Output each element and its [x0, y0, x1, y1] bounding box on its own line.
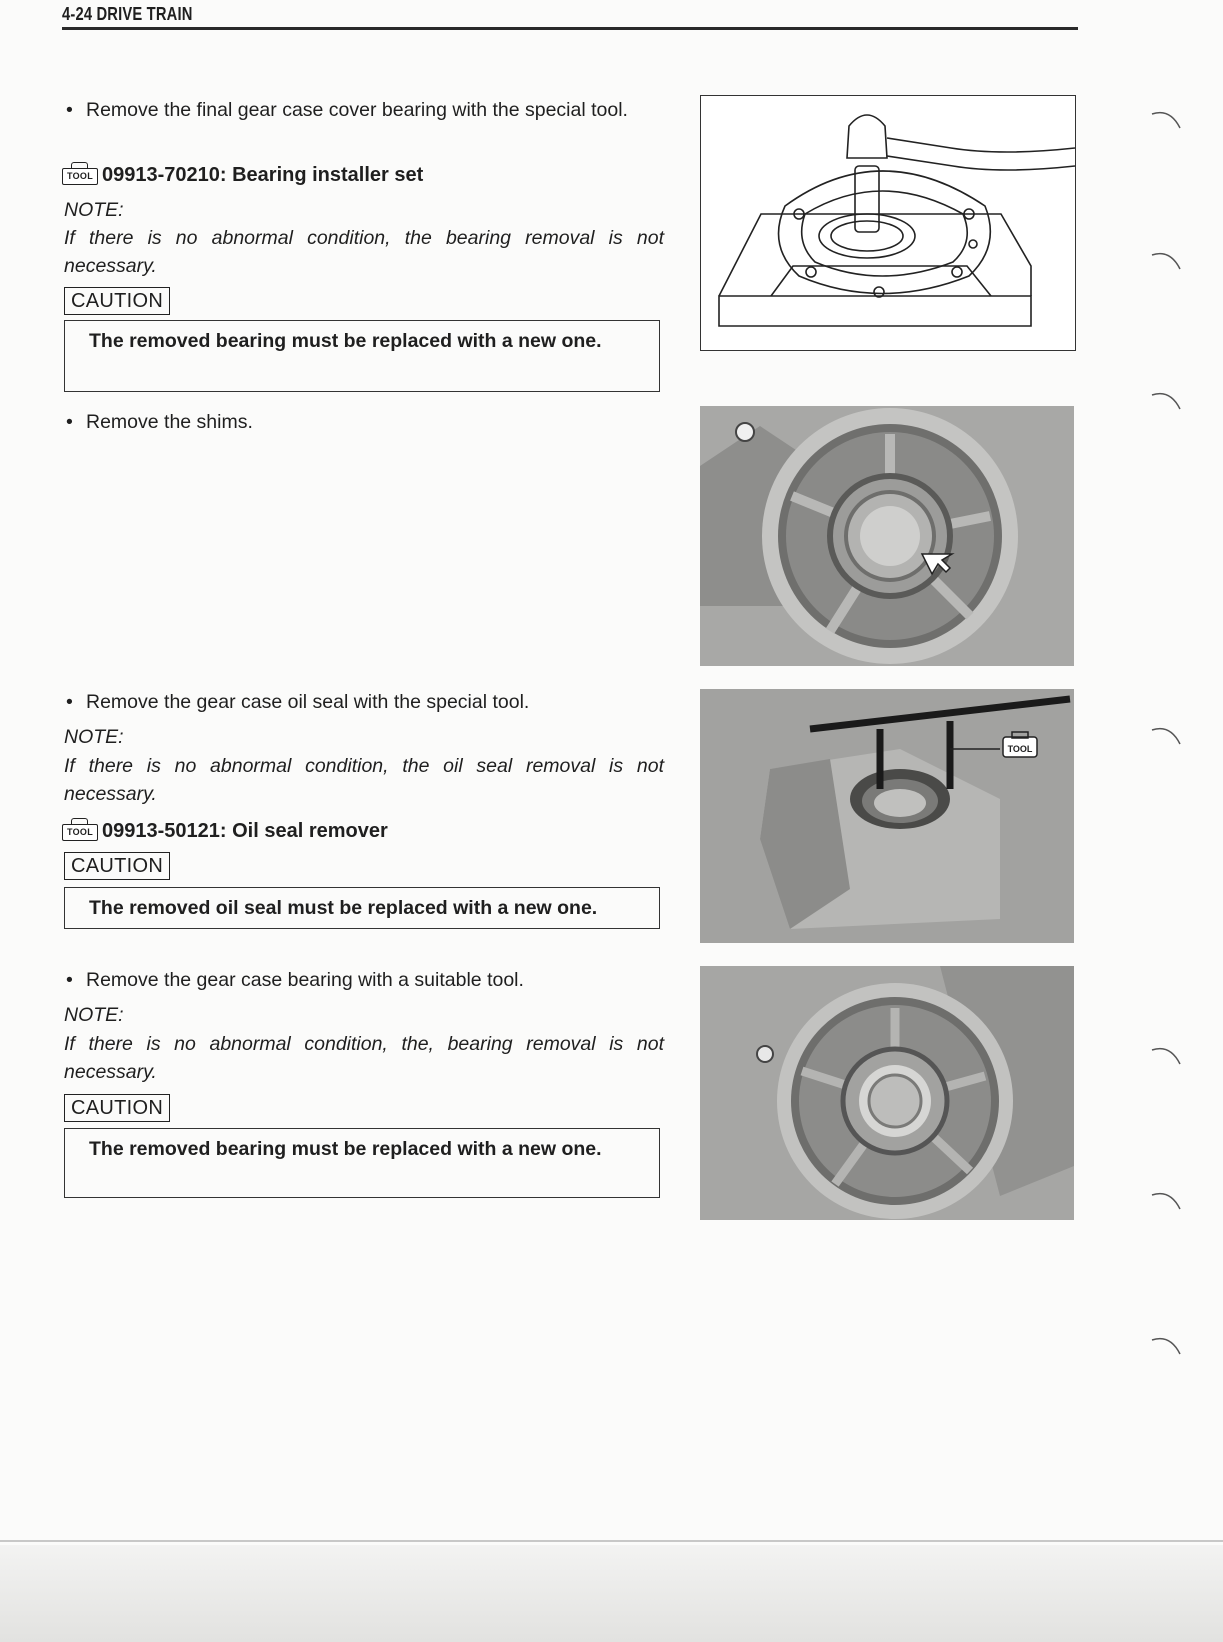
tool-line-3 [62, 817, 388, 845]
tool-line-1 [62, 161, 423, 189]
caution-label-3: CAUTION [64, 852, 170, 880]
tool-icon: TOOL [62, 818, 98, 840]
binder-mark-2 [1150, 245, 1190, 275]
page-header [62, 0, 1078, 33]
binder-mark-3 [1150, 385, 1190, 415]
figure-hammer-drawing [700, 95, 1076, 351]
binder-mark-4 [1150, 720, 1190, 750]
binder-mark-7 [1150, 1330, 1190, 1360]
caution-box-4: The removed bearing must be replaced with a new one. [64, 1128, 660, 1198]
tool-icon: TOOL [62, 162, 98, 184]
scan-bottom-shadow [0, 1545, 1223, 1642]
instruction-3-text: Remove the gear case oil seal with the special tool. [86, 691, 530, 713]
figure-oil-seal-photo [700, 689, 1074, 943]
page-header-title: 4-24 DRIVE TRAIN [62, 4, 193, 24]
bullet-2: • [66, 411, 73, 433]
scan-bottom-edge [0, 1540, 1223, 1542]
bullet-3: • [66, 691, 73, 713]
note-text-1: If there is no abnormal condition, the bearing removal is not necessary. [64, 227, 664, 277]
figure-gear-case-photo [700, 966, 1074, 1220]
note-text-4: If there is no abnormal condition, the, bearing removal is not necessary. [64, 1033, 664, 1083]
header-rule [62, 27, 1078, 30]
caution-box-1: The removed bearing must be replaced with a new one. [64, 320, 660, 392]
note-label-4: NOTE: [64, 1004, 124, 1026]
caution-label-1: CAUTION [64, 287, 170, 315]
caution-box-3: The removed oil seal must be replaced with a new one. [64, 887, 660, 929]
figure-shims-photo [700, 406, 1074, 666]
tool-name-1: 09913-70210: Bearing installer set [102, 164, 424, 186]
instruction-4-text: Remove the gear case bearing with a suitable tool. [86, 969, 524, 991]
binder-mark-6 [1150, 1185, 1190, 1215]
note-label-3: NOTE: [64, 726, 124, 748]
bullet-4: • [66, 969, 73, 991]
tool-callout-label: TOOL [1007, 744, 1033, 754]
binder-mark-5 [1150, 1040, 1190, 1070]
note-text-3: If there is no abnormal condition, the oil seal removal is not necessary. [64, 755, 664, 805]
bullet-1: • [66, 99, 73, 121]
instruction-2-text: Remove the shims. [86, 411, 253, 433]
binder-mark-1 [1150, 104, 1190, 134]
tool-name-3: 09913-50121: Oil seal remover [102, 820, 388, 842]
instruction-1-text: Remove the final gear case cover bearing with the special tool. [86, 99, 628, 121]
caution-label-4: CAUTION [64, 1094, 170, 1122]
note-label-1: NOTE: [64, 199, 124, 221]
